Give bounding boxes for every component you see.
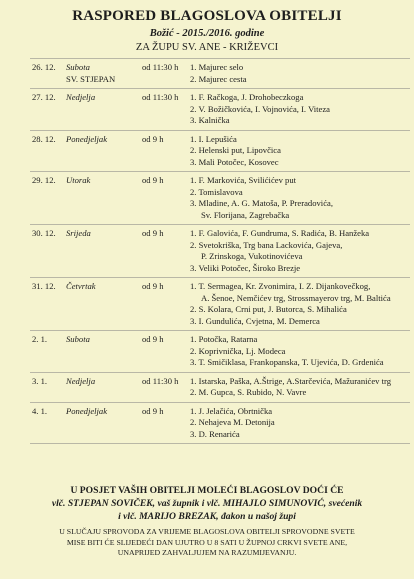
street-item: 2. Nehajeva M. Detonija (190, 417, 275, 427)
schedule-row (30, 330, 410, 372)
schedule-row (30, 130, 410, 172)
row-date: 26. 12. (32, 62, 56, 72)
row-time: od 11:30 h (142, 375, 179, 386)
weekday-name: Nedjelja (66, 92, 96, 102)
row-date: 30. 12. (32, 228, 56, 238)
street-item: 2. Koprivnička, Lj. Modeca (190, 345, 286, 356)
weekday-name: Ponedjeljak (66, 133, 108, 144)
funeral-notice-line: UNAPRIJED ZAHVALJUJEM NA RAZUMIJEVANJU. (117, 548, 297, 557)
street-item: 1. Istarska, Paška, A.Štrige, A.Starčevića, Mažuranićev trg (190, 375, 392, 386)
row-weekday (66, 228, 144, 240)
row-date: 2. 1. (32, 334, 48, 344)
schedule-row (30, 224, 410, 277)
row-time: od 11:30 h (142, 92, 179, 102)
street-item: 1. F. Markovića, Svilićićev put (190, 175, 296, 185)
row-time: od 9 h (142, 175, 164, 185)
street-list (190, 175, 410, 221)
street-list (190, 134, 410, 169)
street-item: 3. T. Smičiklasa, Frankopanska, T. Ujevića, D. Grdenića (190, 357, 384, 367)
street-list (190, 281, 410, 327)
weekday-name: Ponedjeljak (66, 405, 108, 416)
row-weekday (66, 376, 144, 388)
deacon-line: i vlč. MARIJO BREZAK, đakon u našoj župi (118, 511, 296, 522)
parish-name: ZA ŽUPU SV. ANE - KRIŽEVCI (135, 42, 279, 53)
document-subtitle: Božić - 2015./2016. godine (149, 28, 265, 39)
street-item: 3. I. Gundulića, Cvjetna, M. Demerca (190, 315, 320, 326)
street-item: 1. T. Sermagea, Kr. Zvonimira, I. Z. Dijankovečkog, (190, 281, 371, 291)
schedule-row (30, 277, 410, 330)
funeral-notice (0, 527, 414, 559)
street-list (190, 228, 410, 274)
street-item: 3. Veliki Potočec, Široko Brezje (190, 262, 301, 273)
row-weekday (66, 62, 144, 85)
street-item: 2. Svetokriška, Trg bana Lackovića, Gajeva, (190, 239, 343, 250)
schedule-row (30, 372, 410, 402)
street-item: Sv. Florijana, Zagrebačka (201, 209, 290, 220)
weekday-name: Nedjelja (66, 375, 96, 386)
street-item: 1. F. Račkoga, J. Drohobeczkoga (190, 92, 304, 102)
weekday-name: Utorak (66, 175, 91, 185)
row-weekday (66, 92, 144, 104)
street-item: P. Zrinskoga, Vukotinovićeva (201, 251, 303, 261)
row-weekday (66, 175, 144, 187)
row-time: od 9 h (142, 281, 164, 291)
street-list (190, 92, 410, 127)
street-item: 1. F. Galovića, F. Gundruma, S. Radića, B. Hanžeka (190, 228, 370, 238)
street-item: 2. M. Gupca, S. Rubido, N. Vavre (190, 387, 307, 397)
row-time: od 9 h (142, 405, 164, 416)
row-weekday (66, 281, 144, 293)
street-item: 1. J. Jelačića, Obrtnička (190, 405, 273, 416)
row-weekday (66, 134, 144, 146)
row-date: 29. 12. (32, 175, 56, 185)
street-item: A. Šenoe, Nemčićev trg, Strossmayerov trg, M. Baltića (201, 292, 391, 303)
street-item: 2. V. Božičkovića, I. Vojnovića, I. Viteza (190, 103, 330, 114)
schedule-row (30, 88, 410, 130)
schedule-table (30, 58, 410, 444)
street-item: 1. Majurec selo (190, 62, 244, 72)
street-item: 2. S. Kolara, Crni put, J. Butorca, S. Mihalića (190, 304, 347, 314)
document-title: RASPORED BLAGOSLOVA OBITELJI (72, 8, 342, 24)
schedule-row (30, 171, 410, 224)
feast-name: SV. STJEPAN (66, 73, 116, 84)
street-list (190, 376, 410, 399)
row-date: 3. 1. (32, 375, 48, 386)
row-date: 31. 12. (32, 281, 56, 291)
row-time: od 11:30 h (142, 62, 179, 72)
row-weekday (66, 406, 144, 418)
weekday-name: Srijeda (66, 228, 91, 238)
street-list (190, 334, 410, 369)
street-list (190, 62, 410, 85)
row-time: od 9 h (142, 228, 164, 238)
street-item: 3. Mali Potočec, Kosovec (190, 156, 279, 167)
street-item: 1. Potočka, Ratarna (190, 334, 258, 344)
street-item: 2. Majurec cesta (190, 73, 247, 84)
street-item: 3. Mladine, A. G. Matoša, P. Preradovića, (190, 198, 333, 208)
street-item: 2. Helenski put, Lipovčica (190, 145, 281, 155)
row-time: od 9 h (142, 133, 164, 144)
street-item: 3. D. Renarića (190, 428, 240, 439)
row-date: 4. 1. (32, 405, 48, 416)
weekday-name: Subota (66, 334, 90, 344)
weekday-name: Subota (66, 62, 90, 72)
schedule-row (30, 58, 410, 88)
row-weekday (66, 334, 144, 346)
visit-notice: U POSJET VAŠIH OBITELJI MOLEĆI BLAGOSLOV DOĆI ĆE (70, 485, 344, 496)
row-time: od 9 h (142, 334, 164, 344)
street-item: 1. I. Lepušića (190, 133, 237, 144)
row-date: 28. 12. (32, 133, 56, 144)
row-date: 27. 12. (32, 92, 56, 102)
priests-line: vlč. STJEPAN SOVIČEK, vaš župnik i vlč. MIHAJLO SIMUNOVIĆ, svećenik (51, 498, 363, 509)
street-item: 2. Tomislavova (190, 186, 243, 197)
street-list (190, 406, 410, 441)
funeral-notice-line: U SLUČAJU SPROVODA ZA VRIJEME BLAGOSLOVA OBITELJI SPROVODNE SVETE (59, 527, 355, 536)
funeral-notice-line: MISE BITI ĆE SLIJEDEĆI DAN UJUTRO U 8 SATI U ŽUPNOJ CRKVI SVETE ANE, (66, 537, 348, 547)
weekday-name: Četvrtak (66, 281, 96, 291)
schedule-row (30, 402, 410, 445)
street-item: 3. Kalnička (190, 115, 230, 125)
